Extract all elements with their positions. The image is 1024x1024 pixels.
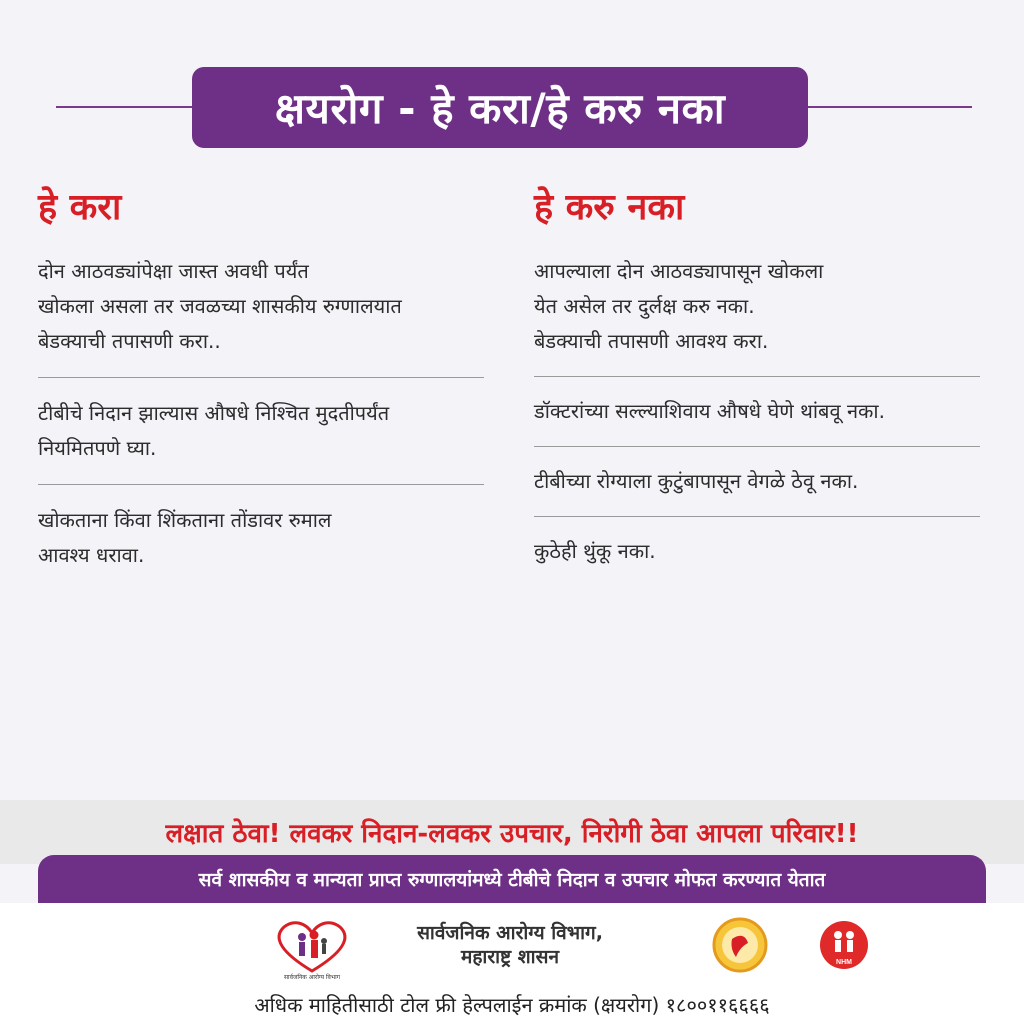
dos-column <box>38 184 484 591</box>
dos-item: खोकताना किंवा शिंकताना तोंडावर रुमाल आवश्य धरावा. <box>38 508 332 567</box>
divider <box>38 377 484 378</box>
donts-item: डॉक्टरांच्या सल्ल्याशिवाय औषधे घेणे थांबवू नका. <box>534 399 885 423</box>
dos-item: टीबीचे निदान झाल्यास औषधे निश्चित मुदतीपर्यंत नियमितपणे घ्या. <box>38 401 390 460</box>
helpline-text: अधिक माहितीसाठी टोल फ्री हेल्पलाईन क्रमांक (क्षयरोग) १८००११६६६६ <box>254 993 770 1017</box>
title-banner <box>192 67 808 148</box>
donts-item: टीबीच्या रोग्याला कुटुंबापासून वेगळे ठेवू नका. <box>534 469 859 493</box>
divider <box>38 484 484 485</box>
donts-item: आपल्याला दोन आठवड्यापासून खोकला येत असेल तर दुर्लक्ष करु नका. बेडक्याची तपासणी आवश्य करा. <box>534 259 824 353</box>
remember-slogan: लक्षात ठेवा! लवकर निदान-लवकर उपचार, निरोगी ठेवा आपला परिवार!! <box>165 819 859 849</box>
public-health-department-logo <box>262 913 362 983</box>
divider <box>534 376 980 377</box>
health-logo-caption: सार्वजनिक आरोग्य विभाग <box>283 974 341 981</box>
department-name: सार्वजनिक आरोग्य विभाग, महाराष्ट्र शासन <box>417 922 603 968</box>
free-treatment-banner <box>38 855 986 903</box>
title-rule-right <box>800 106 972 108</box>
dos-heading: हे करा <box>38 187 122 228</box>
donts-item: कुठेही थुंकू नका. <box>534 539 656 563</box>
divider <box>534 516 980 517</box>
donts-column <box>534 184 980 586</box>
dos-item: दोन आठवड्यांपेक्षा जास्त अवधी पर्यंत खोकला असला तर जवळच्या शासकीय रुग्णालयात बेडक्याची तपासणी करा.. <box>38 259 402 353</box>
page-title: क्षयरोग - हे करा/हे करु नका <box>274 84 726 133</box>
nhm-logo <box>812 915 876 979</box>
nhm-logo-text: NHM <box>836 959 852 966</box>
footer <box>0 903 1024 1024</box>
tb-elimination-programme-logo <box>712 917 768 973</box>
title-rule-left <box>56 106 196 108</box>
divider <box>534 446 980 447</box>
free-treatment-text: सर्व शासकीय व मान्यता प्राप्त रुग्णालयांमध्ये टीबीचे निदान व उपचार मोफत करण्यात येतात <box>198 869 826 891</box>
donts-heading: हे करु नका <box>534 187 685 228</box>
